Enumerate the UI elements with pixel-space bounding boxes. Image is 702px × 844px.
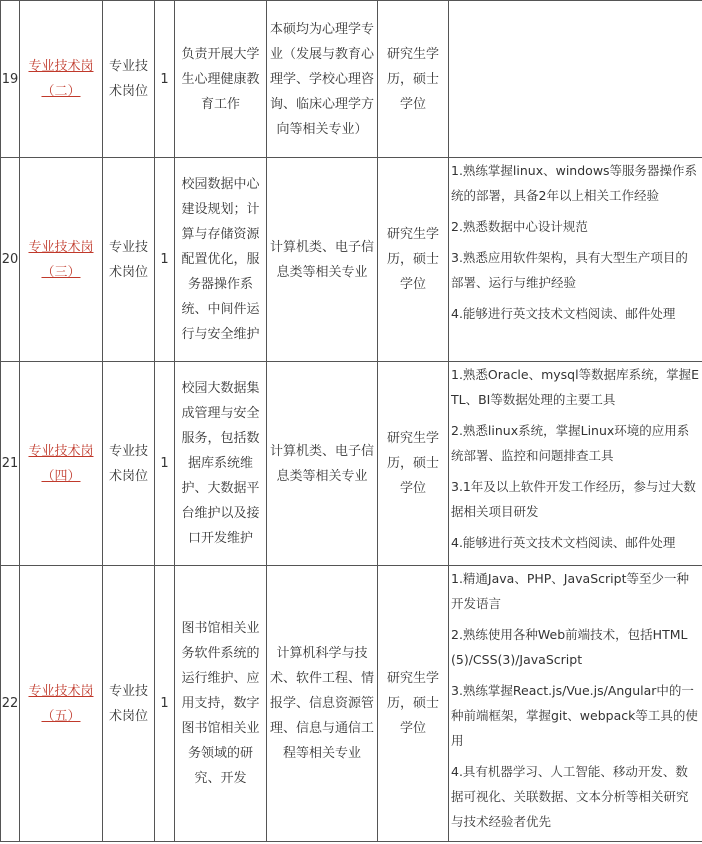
table-row	[1, 362, 702, 566]
post-requirements	[449, 566, 702, 842]
post-degree: 研究生学历，硕士学位	[378, 566, 449, 842]
post-duty: 校园大数据集成管理与安全服务，包括数据库系统维护、大数据平台维护以及接口开发维护	[175, 362, 267, 566]
requirement-item: 4.能够进行英文技术文档阅读、邮件处理	[451, 306, 676, 321]
requirement-item: 3.1年及以上软件开发工作经历，参与过大数据相关项目研发	[451, 479, 696, 519]
post-requirements	[449, 158, 702, 362]
post-name	[20, 1, 103, 158]
requirement-item: 3.熟练掌握React.js/Vue.js/Angular中的一种前端框架，掌握git、webpack等工具的使用	[451, 683, 698, 748]
post-major: 本硕均为心理学专业（发展与教育心理学、学校心理咨询、临床心理学方向等相关专业）	[267, 1, 378, 158]
post-requirements	[449, 1, 702, 158]
requirement-item: 1.熟悉Oracle、mysql等数据库系统，掌握ETL、BI等数据处理的主要工具	[451, 367, 699, 407]
row-number: 21	[1, 362, 20, 566]
post-type: 专业技术岗位	[103, 158, 155, 362]
post-type: 专业技术岗位	[103, 1, 155, 158]
post-degree: 研究生学历，硕士学位	[378, 158, 449, 362]
row-number: 19	[1, 1, 20, 158]
post-duty: 负责开展大学生心理健康教育工作	[175, 1, 267, 158]
requirement-item: 2.熟练使用各种Web前端技术，包括HTML(5)/CSS(3)/JavaScript	[451, 627, 688, 667]
post-name-link[interactable]: 专业技术岗 （五）	[28, 683, 94, 724]
table-row	[1, 158, 702, 362]
requirement-item: 1.熟练掌握linux、windows等服务器操作系统的部署，具备2年以上相关工作经验	[451, 163, 698, 203]
post-count: 1	[155, 158, 175, 362]
table-row	[1, 1, 702, 158]
requirement-item: 4.能够进行英文技术文档阅读、邮件处理	[451, 535, 676, 550]
post-major: 计算机类、电子信息类等相关专业	[267, 158, 378, 362]
table-row	[1, 566, 702, 842]
post-degree: 研究生学历，硕士学位	[378, 362, 449, 566]
requirement-item: 2.熟悉数据中心设计规范	[451, 219, 588, 234]
requirement-item: 2.熟悉linux系统，掌握Linux环境的应用系统部署、监控和问题排查工具	[451, 423, 690, 463]
post-requirements	[449, 362, 702, 566]
post-name	[20, 158, 103, 362]
post-duty: 图书馆相关业务软件系统的运行维护、应用支持，数字图书馆相关业务领域的研究、开发	[175, 566, 267, 842]
post-major: 计算机科学与技术、软件工程、情报学、信息资源管理、信息与通信工程等相关专业	[267, 566, 378, 842]
requirement-item: 3.熟悉应用软件架构，具有大型生产项目的部署、运行与维护经验	[451, 250, 688, 290]
post-type: 专业技术岗位	[103, 362, 155, 566]
post-name-link[interactable]: 专业技术岗 （二）	[28, 59, 94, 99]
requirement-item: 1.精通Java、PHP、JavaScript等至少一种开发语言	[451, 571, 689, 611]
post-name-link[interactable]: 专业技术岗 （三）	[28, 239, 94, 280]
post-degree: 研究生学历，硕士学位	[378, 1, 449, 158]
post-type: 专业技术岗位	[103, 566, 155, 842]
row-number: 22	[1, 566, 20, 842]
post-name	[20, 566, 103, 842]
post-duty: 校园数据中心建设规划；计算与存储资源配置优化，服务器操作系统、中间件运行与安全维护	[175, 158, 267, 362]
post-name	[20, 362, 103, 566]
post-count: 1	[155, 362, 175, 566]
row-number: 20	[1, 158, 20, 362]
post-major: 计算机类、电子信息类等相关专业	[267, 362, 378, 566]
post-name-link[interactable]: 专业技术岗 （四）	[28, 443, 94, 484]
requirement-item: 4.具有机器学习、人工智能、移动开发、数据可视化、关联数据、文本分析等相关研究与技术经验者优先	[451, 764, 689, 829]
post-count: 1	[155, 1, 175, 158]
post-count: 1	[155, 566, 175, 842]
